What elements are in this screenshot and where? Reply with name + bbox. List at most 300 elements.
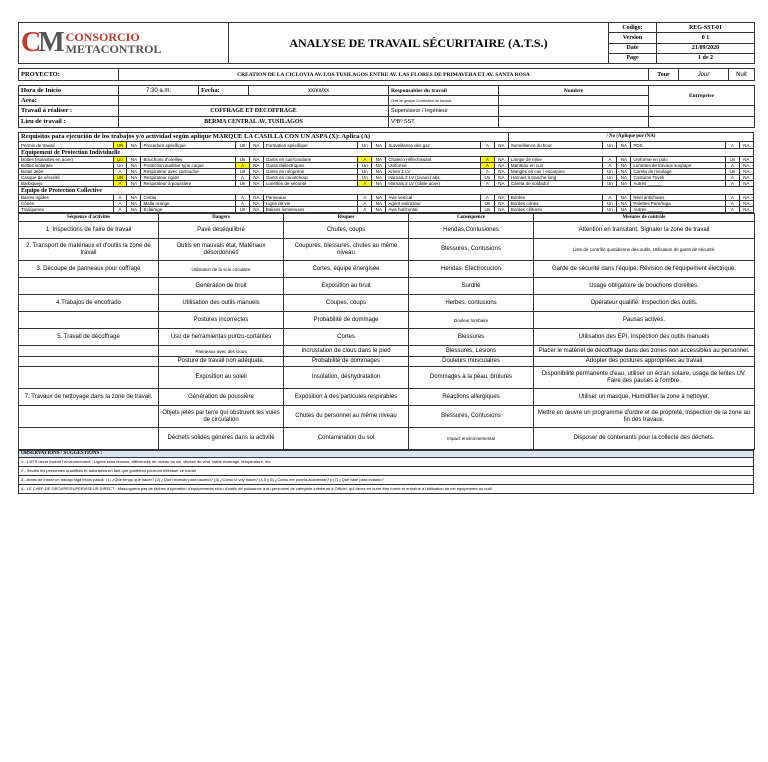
applies-a[interactable]: Un bbox=[113, 157, 127, 163]
risk-cell[interactable]: Chutes du personnel au même niveau bbox=[284, 406, 409, 428]
applies-na[interactable]: NA bbox=[494, 207, 508, 213]
risk-row bbox=[19, 346, 755, 357]
req-item: PDS bbox=[631, 142, 726, 149]
risk-row bbox=[19, 357, 755, 367]
danger-cell[interactable]: Exposition au soleil bbox=[159, 367, 284, 389]
applies-na[interactable]: NA bbox=[372, 175, 386, 181]
proyecto-table bbox=[18, 68, 755, 81]
activity-cell[interactable] bbox=[19, 357, 159, 367]
col-header-consequence: Conséquence bbox=[409, 214, 534, 222]
control-cell[interactable]: Usage obligatoire de bouchons d'oreilles. bbox=[534, 278, 755, 295]
applies-na[interactable]: NA bbox=[249, 207, 263, 213]
lieu-label: Lieu de travail : bbox=[19, 117, 119, 128]
epi-item: Uniforme en polo bbox=[631, 157, 726, 163]
applies-na[interactable]: NA bbox=[249, 181, 263, 187]
applies-a[interactable]: Un bbox=[358, 142, 372, 149]
control-cell[interactable]: Mettre en œuvre un programme d'ordre et de propreté, inspection de la zone au fin des travaux. bbox=[534, 406, 755, 428]
epi-item: Gants en cuir/coudane bbox=[263, 157, 358, 163]
applies-a[interactable]: A bbox=[358, 195, 372, 201]
risk-row bbox=[19, 261, 755, 278]
applies-na[interactable]: NA bbox=[494, 157, 508, 163]
danger-cell[interactable]: Génération de poussière bbox=[159, 389, 284, 406]
applies-a[interactable]: A bbox=[358, 181, 372, 187]
applies-na[interactable]: NA bbox=[617, 201, 631, 207]
observation-line: 4.- LE CHEF DE GROUPE/SUPERVISEUR DIRECT : Mascognera pas de tâches d'opération d'équipements et/ou d'outils de puissance à du personnel de catégorie inférieure à Officiel, qui devra en outre être formé et entraîné à l'utilisation de cet équipement ou outil. bbox=[19, 485, 754, 494]
applies-na[interactable]: NA bbox=[372, 169, 386, 175]
area-field[interactable] bbox=[119, 96, 389, 106]
risk-row bbox=[19, 428, 755, 450]
applies-na[interactable]: NA bbox=[127, 175, 141, 181]
meta-value: 21/09/2020 bbox=[657, 43, 755, 53]
applies-a[interactable]: Un bbox=[235, 142, 249, 149]
epc-item: Éclairage bbox=[141, 207, 236, 213]
control-cell[interactable]: Pausas actives. bbox=[534, 312, 755, 329]
epi-item: Careta de meulage bbox=[631, 169, 726, 175]
activity-cell[interactable] bbox=[19, 428, 159, 450]
applies-na[interactable]: NA bbox=[739, 142, 753, 149]
responsable-name-field[interactable] bbox=[499, 106, 649, 117]
ats-form bbox=[18, 22, 754, 494]
epi-item: Bouchons d'oreilles bbox=[141, 157, 236, 163]
company-name-line2: METACONTROL bbox=[65, 42, 162, 56]
risk-cell[interactable]: Exposition à des particules respirables bbox=[284, 389, 409, 406]
applies-a[interactable]: A bbox=[725, 163, 739, 169]
applies-a[interactable]: Un bbox=[603, 175, 617, 181]
applies-a[interactable]: Un bbox=[725, 169, 739, 175]
observations-title: OBSERVATIONS / SUGGESTIONS : bbox=[19, 451, 754, 458]
applies-a[interactable]: A bbox=[603, 163, 617, 169]
epc-item: Balises lumineuses bbox=[263, 207, 358, 213]
applies-a[interactable]: A bbox=[480, 181, 494, 187]
epc-item: Bordes cônes bbox=[508, 201, 603, 207]
danger-cell[interactable]: Outils en mauvais état, Matériaux désordonnés bbox=[159, 239, 284, 261]
epc-item: Bordes bbox=[508, 195, 603, 201]
risk-cell[interactable]: Contamination du sol bbox=[284, 428, 409, 450]
applies-na[interactable]: NA bbox=[127, 169, 141, 175]
applies-na[interactable]: NA bbox=[127, 181, 141, 187]
applies-a[interactable]: A bbox=[725, 175, 739, 181]
epi-item: Autres ______ bbox=[631, 181, 726, 187]
company-logo bbox=[19, 23, 229, 64]
applies-a[interactable]: Un bbox=[480, 201, 494, 207]
fecha-label: Fecha: bbox=[199, 86, 249, 96]
nombre-header: Nombre bbox=[499, 86, 649, 96]
danger-cell[interactable]: Uso de herramientas punzo-cortantes bbox=[159, 329, 284, 346]
proyecto-value: CREATION DE LA CICLOVIA AV. LOS TUSILAGOS ENTRE AV. LAS FLORES DE PRIMAVERA ET AV. SANTA ROSA bbox=[119, 69, 649, 81]
consequence-cell[interactable]: Heridas,Contusiones bbox=[409, 222, 534, 239]
epi-item: Lunettes de travaux soupape bbox=[631, 163, 726, 169]
logo-mark: CM bbox=[21, 27, 62, 58]
epi-item: Gants diélectriques bbox=[263, 163, 358, 169]
meta-label: Version bbox=[609, 33, 657, 43]
applies-a[interactable]: Un bbox=[603, 207, 617, 213]
epi-item: Harnais 2 LV (câble acier) bbox=[386, 181, 481, 187]
travail-label: Travail à réaliser : bbox=[19, 106, 119, 117]
meta-value: 1 de 2 bbox=[657, 53, 755, 63]
epi-item: Chaleco réfléchissant bbox=[386, 157, 481, 163]
applies-a[interactable]: A bbox=[358, 157, 372, 163]
applies-na[interactable]: NA bbox=[617, 175, 631, 181]
control-cell[interactable]: Adopter des postures appropriées au travail bbox=[534, 357, 755, 367]
epi-item: Manteau en cuir bbox=[508, 163, 603, 169]
epc-item: Ligne de vie bbox=[263, 201, 358, 207]
applies-na[interactable]: NA bbox=[372, 163, 386, 169]
epi-item: Costume Tyvek bbox=[631, 175, 726, 181]
applies-na[interactable]: NA bbox=[494, 181, 508, 187]
meta-label: Page bbox=[609, 53, 657, 63]
requirements-note: / No (Aplique por (NA) bbox=[508, 133, 753, 142]
activity-cell[interactable] bbox=[19, 312, 159, 329]
danger-cell[interactable]: Posture de travail non adéquate. bbox=[159, 357, 284, 367]
epi-item: Bottes isolantes bbox=[19, 163, 114, 169]
applies-na[interactable]: NA bbox=[127, 142, 141, 149]
applies-a[interactable]: A bbox=[725, 195, 739, 201]
applies-na[interactable]: NA bbox=[739, 181, 753, 187]
applies-na[interactable]: NA bbox=[739, 201, 753, 207]
consequence-cell[interactable]: Blessures bbox=[409, 329, 534, 346]
observation-line: 3.- Antes de iniciar un trabajo siga estos pasos: (1) ¿Qué tengo que hacer? (2) ¿Qué necesito para hacerlo? (3) ¿Cómo lo voy hacer? (4,5 y 6) ¿Cómo me podría accidentar? y (7) ¿Qué haré para evitarlo? bbox=[19, 476, 754, 485]
consequence-cell[interactable]: Dommages à la peau, brûlures bbox=[409, 367, 534, 389]
risk-cell[interactable]: Cortes bbox=[284, 329, 409, 346]
epc-item: Tranqueres bbox=[19, 207, 114, 213]
applies-na[interactable]: NA bbox=[249, 175, 263, 181]
applies-a[interactable]: Un bbox=[725, 157, 739, 163]
epc-item: Palettes Pare/Siga bbox=[631, 201, 726, 207]
epc-item: Réel antichutes bbox=[631, 195, 726, 201]
responsable-name-field[interactable] bbox=[499, 117, 649, 128]
applies-a[interactable]: A bbox=[725, 207, 739, 213]
applies-na[interactable]: NA bbox=[372, 157, 386, 163]
applies-a[interactable]: A bbox=[113, 201, 127, 207]
applies-a[interactable]: A bbox=[358, 201, 372, 207]
applies-a[interactable]: Un bbox=[358, 175, 372, 181]
requirements-title: Requisitos para ejecución de los trabajos y/o actividad según aplique MARQUE LA CASILLA CON UN ASPA (X): Aplica (A) bbox=[19, 133, 509, 142]
header-table bbox=[18, 22, 755, 64]
epi-item: Bottes (isolantes en acier) bbox=[19, 157, 114, 163]
entreprise-header: Entreprise bbox=[649, 86, 755, 106]
col-header-activities: Séquence d'activités bbox=[19, 214, 159, 222]
activity-cell[interactable] bbox=[19, 346, 159, 357]
activity-cell[interactable]: 3. Découpe de panneaux pour coffrage bbox=[19, 261, 159, 278]
applies-a[interactable]: A bbox=[235, 175, 249, 181]
activity-cell[interactable]: 1. Inspections de l'aire de travail bbox=[19, 222, 159, 239]
meta-value: REG-SST-01 bbox=[657, 23, 755, 33]
control-cell[interactable]: Garde de sécurité dans l'équipe. Révision de l'équipement électrique. bbox=[534, 261, 755, 278]
applies-a[interactable]: Un bbox=[480, 175, 494, 181]
control-cell[interactable]: Utilisation des EPI, Inspection des outils manuels bbox=[534, 329, 755, 346]
meta-value: 0 1 bbox=[657, 33, 755, 43]
applies-a[interactable]: A bbox=[235, 201, 249, 207]
applies-a[interactable]: A bbox=[480, 142, 494, 149]
applies-na[interactable]: NA bbox=[494, 195, 508, 201]
applies-na[interactable]: NA bbox=[739, 175, 753, 181]
epi-item: Respirateur avec cartouche bbox=[141, 169, 236, 175]
responsable-name-field[interactable] bbox=[499, 96, 649, 106]
consequence-cell[interactable]: Herbes, contusions bbox=[409, 295, 534, 312]
risk-analysis-table bbox=[18, 213, 755, 450]
col-header-control: Mesures de contrôle bbox=[534, 214, 755, 222]
applies-na[interactable]: NA bbox=[372, 195, 386, 201]
applies-na[interactable]: NA bbox=[249, 163, 263, 169]
epi-title: Equipement de Protection Individuelle bbox=[19, 149, 754, 157]
epc-item: Malla orange bbox=[141, 201, 236, 207]
applies-na[interactable]: NA bbox=[739, 157, 753, 163]
risk-row bbox=[19, 406, 755, 428]
applies-na[interactable]: NA bbox=[494, 169, 508, 175]
proyecto-label: PROYECTO: bbox=[19, 69, 119, 81]
risk-row bbox=[19, 222, 755, 239]
applies-na[interactable]: NA bbox=[127, 207, 141, 213]
applies-na[interactable]: NA bbox=[739, 207, 753, 213]
col-header-risks: Risques bbox=[284, 214, 409, 222]
epc-item: Autres ______ bbox=[631, 207, 726, 213]
danger-cell[interactable]: Utilisation des outils manuels bbox=[159, 295, 284, 312]
activity-cell[interactable]: 4.Trabajos de encofrado bbox=[19, 295, 159, 312]
hora-label: Hora de Inicio bbox=[19, 86, 119, 96]
risk-cell[interactable]: Cortes, équipe énergisée bbox=[284, 261, 409, 278]
applies-a[interactable]: A bbox=[358, 207, 372, 213]
epc-item: Cônes bbox=[19, 201, 114, 207]
info-table bbox=[18, 85, 755, 128]
risk-cell[interactable]: Exposition au bruit bbox=[284, 278, 409, 295]
applies-a[interactable]: A bbox=[725, 142, 739, 149]
applies-a[interactable]: Un bbox=[603, 142, 617, 149]
epi-item: Arnes 1 LV bbox=[386, 169, 481, 175]
danger-cell[interactable]: Postures incorrectes bbox=[159, 312, 284, 329]
applies-a[interactable]: UN bbox=[113, 142, 127, 149]
applies-na[interactable]: NA bbox=[249, 169, 263, 175]
meta-label: Codigo: bbox=[609, 23, 657, 33]
req-item: Permis de travail bbox=[19, 142, 114, 149]
consequence-cell[interactable]: Blessures, Lésions bbox=[409, 346, 534, 357]
applies-na[interactable]: NA bbox=[127, 201, 141, 207]
consequence-cell[interactable]: Blessures, Contusions bbox=[409, 406, 534, 428]
applies-na[interactable]: NA bbox=[494, 163, 508, 169]
applies-a[interactable]: Un bbox=[235, 169, 249, 175]
applies-a[interactable]: UN bbox=[113, 175, 127, 181]
applies-a[interactable]: A bbox=[480, 195, 494, 201]
fecha-field[interactable]: xx/xx/xx bbox=[249, 86, 389, 96]
control-cell[interactable]: Opérateur qualifié. Inspection des outils. bbox=[534, 295, 755, 312]
danger-cell[interactable]: Utilisation de la scie circulaire bbox=[159, 261, 284, 278]
epc-item: Bordes clôtures bbox=[508, 207, 603, 213]
applies-na[interactable]: NA bbox=[617, 157, 631, 163]
applies-a[interactable]: Un bbox=[113, 163, 127, 169]
epc-item: Avis horizontal bbox=[386, 207, 481, 213]
consequence-cell[interactable]: Réactions allergiques bbox=[409, 389, 534, 406]
responsable-role: VºBº SST bbox=[389, 117, 499, 128]
applies-na[interactable]: NA bbox=[739, 195, 753, 201]
epi-item: Botas Jebe bbox=[19, 169, 114, 175]
risk-cell[interactable]: Probabilité de dommages bbox=[284, 357, 409, 367]
consequence-cell[interactable]: Douleurs musculaires bbox=[409, 357, 534, 367]
risk-row bbox=[19, 295, 755, 312]
applies-na[interactable]: NA bbox=[739, 169, 753, 175]
control-cell[interactable]: Liste de contrôle quotidienne des outils. Utilisation de gants de sécurité. bbox=[534, 239, 755, 261]
req-item: Surveillance des gaz bbox=[386, 142, 481, 149]
risk-row bbox=[19, 239, 755, 261]
activity-cell[interactable] bbox=[19, 367, 159, 389]
risk-row bbox=[19, 312, 755, 329]
applies-na[interactable]: NA bbox=[372, 201, 386, 207]
epi-item: Gants en caoutchouc bbox=[263, 175, 358, 181]
epi-item: Respirateur rigide bbox=[141, 175, 236, 181]
travail-field[interactable]: COFFRAGE ET DECOFFRAGE bbox=[119, 106, 389, 117]
applies-na[interactable]: NA bbox=[617, 169, 631, 175]
epi-item: Manges en cuir / escarpins bbox=[508, 169, 603, 175]
risk-cell[interactable]: Coupes, coups bbox=[284, 295, 409, 312]
epi-item: Protection auditive type coque bbox=[141, 163, 236, 169]
applies-a[interactable]: A bbox=[603, 157, 617, 163]
shift-day[interactable]: Jour bbox=[679, 69, 729, 81]
applies-a[interactable]: A bbox=[235, 195, 249, 201]
consequence-cell[interactable]: Impact environnemental bbox=[409, 428, 534, 450]
epi-item: Harnais à tranche long bbox=[508, 175, 603, 181]
applies-na[interactable]: NA bbox=[617, 195, 631, 201]
risk-row bbox=[19, 329, 755, 346]
epi-item: Harnais 2 LV (civaux) abs. bbox=[386, 175, 481, 181]
applies-a[interactable]: A bbox=[603, 195, 617, 201]
applies-na[interactable]: NA bbox=[617, 142, 631, 149]
epc-item: Panneaux bbox=[263, 195, 358, 201]
control-cell[interactable]: Disponibilité permanente d'eau, utiliser un écran solaire, usage de lentes UV. Faire des pauses à l'ombre. bbox=[534, 367, 755, 389]
epi-item: Respirateur à poussière bbox=[141, 181, 236, 187]
hora-field[interactable]: 7:30 a.m. bbox=[119, 86, 199, 96]
applies-a[interactable]: Un bbox=[235, 207, 249, 213]
requirements-table bbox=[18, 132, 754, 213]
applies-na[interactable]: NA bbox=[494, 175, 508, 181]
danger-cell[interactable]: Objets jetés par terre qui obstruent les voies de circulation bbox=[159, 406, 284, 428]
applies-a[interactable]: Un bbox=[480, 207, 494, 213]
applies-na[interactable]: NA bbox=[249, 195, 263, 201]
risk-row bbox=[19, 278, 755, 295]
danger-cell[interactable]: Génération de bruit bbox=[159, 278, 284, 295]
applies-a[interactable]: A bbox=[113, 207, 127, 213]
applies-a[interactable]: A bbox=[480, 169, 494, 175]
observation-line: 1.- L'ATS devra inclure l'environnement : Lignes sous tension, différences de niveau du sol, vitesse du vent, faible éclairage, température, etc. bbox=[19, 458, 754, 467]
applies-a[interactable]: A bbox=[480, 157, 494, 163]
consequence-cell[interactable]: Surdité bbox=[409, 278, 534, 295]
applies-na[interactable]: NA bbox=[249, 157, 263, 163]
applies-a[interactable]: A bbox=[113, 181, 127, 187]
entreprise-field[interactable] bbox=[649, 106, 755, 117]
applies-na[interactable]: NA bbox=[617, 181, 631, 187]
applies-na[interactable]: NA bbox=[617, 207, 631, 213]
activity-cell[interactable]: 2. Transport de matériaux et d'outils la zone de travail bbox=[19, 239, 159, 261]
epc-item: Cintas bbox=[141, 195, 236, 201]
epi-item: Careta de soldador bbox=[508, 181, 603, 187]
tour-label: Tour bbox=[649, 69, 679, 81]
applies-na[interactable]: NA bbox=[494, 142, 508, 149]
entreprise-field[interactable] bbox=[649, 117, 755, 128]
req-item: Procedure spécifique bbox=[141, 142, 236, 149]
risk-cell[interactable]: Probabilité de dommage bbox=[284, 312, 409, 329]
applies-na[interactable]: NA bbox=[372, 142, 386, 149]
control-cell[interactable]: Utiliser un masque, Humidifier la zone à nettoyer. bbox=[534, 389, 755, 406]
applies-a[interactable]: A bbox=[235, 163, 249, 169]
applies-na[interactable]: NA bbox=[127, 195, 141, 201]
applies-a[interactable]: A bbox=[480, 163, 494, 169]
activity-cell[interactable]: 5. Travail de décoffrage bbox=[19, 329, 159, 346]
applies-a[interactable]: A bbox=[113, 169, 127, 175]
epi-item: Lampe de mine bbox=[508, 157, 603, 163]
epc-item: Avis vertical bbox=[386, 195, 481, 201]
applies-na[interactable]: NA bbox=[127, 163, 141, 169]
applies-na[interactable]: NA bbox=[617, 163, 631, 169]
activity-cell[interactable]: 7. Travaux de nettoyage dans la zone de travail. bbox=[19, 389, 159, 406]
applies-a[interactable]: Un bbox=[603, 181, 617, 187]
applies-a[interactable]: Un bbox=[603, 169, 617, 175]
consequence-cell[interactable]: Douleur lombaire bbox=[409, 312, 534, 329]
epc-item: Barres rigides bbox=[19, 195, 114, 201]
epc-title: Equipo de Protection Collective bbox=[19, 187, 754, 195]
applies-a[interactable]: Un bbox=[358, 169, 372, 175]
meta-label: Date bbox=[609, 43, 657, 53]
req-item: Formation spécifique bbox=[263, 142, 358, 149]
risk-row bbox=[19, 367, 755, 389]
req-item: Surveillance du bout bbox=[508, 142, 603, 149]
applies-na[interactable]: NA bbox=[372, 181, 386, 187]
applies-a[interactable]: A bbox=[725, 181, 739, 187]
epi-item: Casque de sécurité bbox=[19, 175, 114, 181]
applies-a[interactable]: Un bbox=[235, 181, 249, 187]
responsable-role: Chef de groupe Conducteur de travaux bbox=[389, 96, 499, 106]
risk-cell[interactable]: Incrustation de clous dans le pied bbox=[284, 346, 409, 357]
area-label: Area: bbox=[19, 96, 119, 106]
danger-cell[interactable]: Panneaux avec des clous bbox=[159, 346, 284, 357]
responsable-role: Superviseur / Ingénieur bbox=[389, 106, 499, 117]
applies-a[interactable]: Un bbox=[358, 163, 372, 169]
responsables-header: Responsables du travail bbox=[389, 86, 499, 96]
epi-item: Lunettes de sécurité bbox=[263, 181, 358, 187]
epi-item: Gants en néoprène bbox=[263, 169, 358, 175]
document-title: ANALYSE DE TRAVAIL SÉCURITAIRE (A.T.S.) bbox=[229, 23, 609, 64]
consequence-cell[interactable]: Heridas. Electrocucion bbox=[409, 261, 534, 278]
danger-cell[interactable]: Déchets solides générés dans la activité bbox=[159, 428, 284, 450]
col-header-dangers: Dangers bbox=[159, 214, 284, 222]
activity-cell[interactable] bbox=[19, 406, 159, 428]
applies-na[interactable]: NA bbox=[372, 207, 386, 213]
lieu-field[interactable]: BERMA CENTRAL AV. TUSILAGOS bbox=[119, 117, 389, 128]
risk-cell[interactable]: Insolation, déshydratation bbox=[284, 367, 409, 389]
applies-na[interactable]: NA bbox=[494, 201, 508, 207]
observations-table bbox=[18, 450, 754, 494]
risk-cell[interactable]: Coupures, blessures, chutes au même niveau bbox=[284, 239, 409, 261]
shift-night[interactable]: Nuit bbox=[729, 69, 755, 81]
applies-a[interactable]: A bbox=[113, 195, 127, 201]
danger-cell[interactable]: Pavé déséquilibré bbox=[159, 222, 284, 239]
applies-na[interactable]: NA bbox=[249, 142, 263, 149]
control-cell[interactable]: Placer le matériel de décoffrage dans des zones non accessibles au personnel. bbox=[534, 346, 755, 357]
applies-na[interactable]: NA bbox=[249, 201, 263, 207]
applies-a[interactable]: Un bbox=[235, 157, 249, 163]
epi-item: Barbiquejo bbox=[19, 181, 114, 187]
risk-cell[interactable]: Chutes, coups bbox=[284, 222, 409, 239]
control-cell[interactable]: Disposer de contenants pour la collecte des déchets. bbox=[534, 428, 755, 450]
company-name-line1: CONSORCIO bbox=[65, 30, 140, 44]
observation-line: 2.- Seules les personnes qualifiées et autorisées en tant que guetteurs pourront effectuer ce travail bbox=[19, 467, 754, 476]
epi-item: Uniforme bbox=[386, 163, 481, 169]
applies-na[interactable]: NA bbox=[739, 163, 753, 169]
consequence-cell[interactable]: Blessures, Contusions bbox=[409, 239, 534, 261]
applies-a[interactable]: Un bbox=[603, 201, 617, 207]
activity-cell[interactable] bbox=[19, 278, 159, 295]
risk-row bbox=[19, 389, 755, 406]
control-cell[interactable]: Attention en transitant. Signaler la zone de travail bbox=[534, 222, 755, 239]
applies-a[interactable]: A bbox=[725, 201, 739, 207]
applies-na[interactable]: NA bbox=[127, 157, 141, 163]
epc-item: Agent extincteur bbox=[386, 201, 481, 207]
